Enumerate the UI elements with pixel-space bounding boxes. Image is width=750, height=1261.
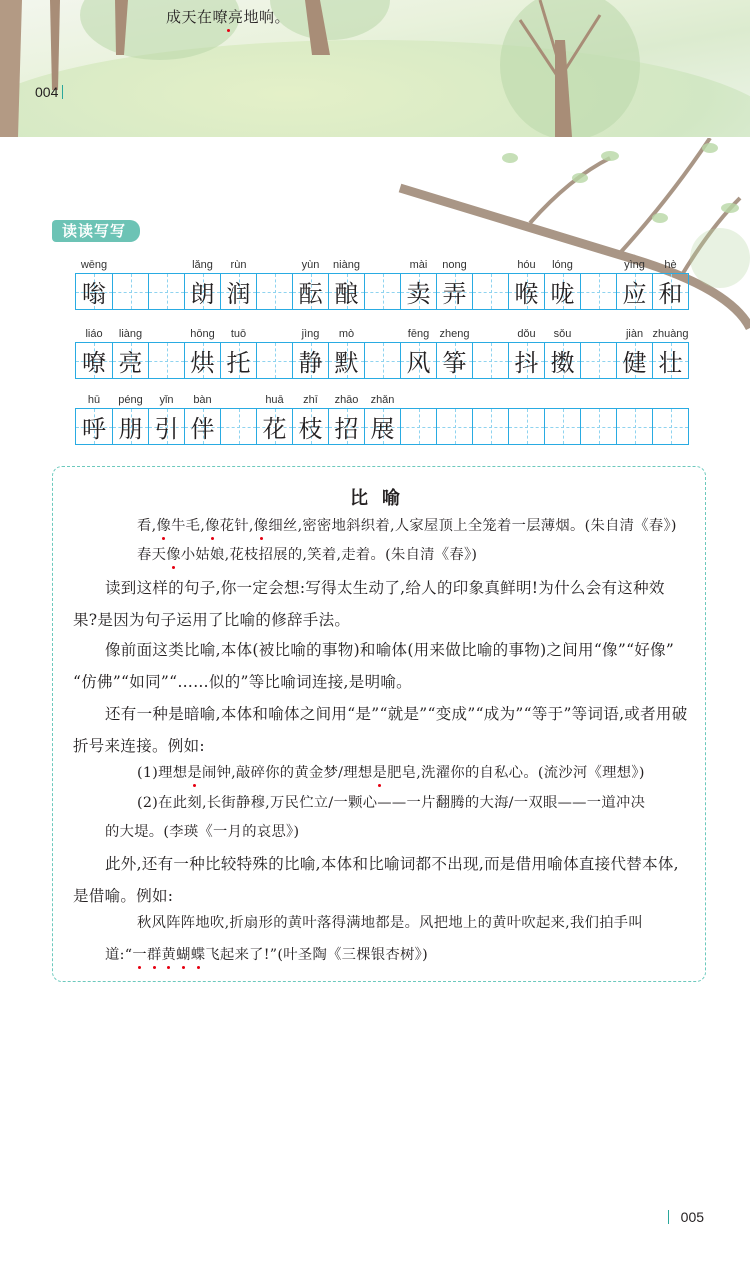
grid-cell <box>544 328 580 378</box>
text-segment: 花针, <box>219 518 254 534</box>
grid-cell <box>292 328 328 378</box>
paragraph-line <box>105 576 665 598</box>
emphasized-text: 像 <box>253 518 269 534</box>
pinyin: lǎng <box>192 259 213 271</box>
example-line <box>137 792 645 812</box>
grid-cell <box>616 409 652 444</box>
grid-cell <box>220 328 256 378</box>
hanzi: 健 <box>622 349 647 377</box>
pinyin: yùn <box>301 259 320 271</box>
page-number-left <box>35 84 63 100</box>
fragment-text: 地响。 <box>243 8 291 26</box>
hanzi <box>257 343 292 378</box>
pinyin: rùn <box>230 259 247 271</box>
text-segment: 折号来连接。例如: <box>73 737 205 755</box>
page-number-text: 005 <box>680 1209 705 1225</box>
hanzi: 伴 <box>190 415 215 443</box>
hanzi: 花 <box>262 415 287 443</box>
grid-cell <box>256 274 292 309</box>
story-fragment <box>166 6 290 27</box>
text-segment: 还有一种是暗喻,本体和喻体之间用“是”“就是”“变成”“成为”“等于”等词语,或者用破 <box>105 705 688 723</box>
text-segment: 看, <box>137 518 157 534</box>
hanzi: 筝 <box>442 349 467 377</box>
emphasized-text: 蝶 <box>190 947 206 963</box>
text-segment: 春天 <box>137 547 167 563</box>
grid-cell <box>112 328 148 378</box>
pinyin: jìng <box>301 328 320 340</box>
hanzi: 朗 <box>190 280 215 308</box>
emphasized-text: 是 <box>187 765 202 781</box>
pinyin: wēng <box>80 259 108 271</box>
emphasized-text: 黄 <box>161 947 177 963</box>
pinyin: hóu <box>517 259 536 271</box>
hanzi: 托 <box>226 349 251 377</box>
hanzi <box>473 409 508 444</box>
emphasized-text: 像 <box>156 518 172 534</box>
grid-cell <box>544 259 580 309</box>
grid-cell <box>400 259 436 309</box>
pinyin: mài <box>409 259 428 271</box>
pinyin: hōng <box>190 328 215 340</box>
grid-cell <box>580 409 616 444</box>
grid-cell <box>148 394 184 444</box>
paragraph-line <box>73 734 205 756</box>
grid-cell <box>652 259 688 309</box>
page-number-text: 004 <box>35 84 59 100</box>
pinyin: mò <box>338 328 355 340</box>
emphasized-text: 一 <box>132 947 147 963</box>
grid-cell <box>472 274 508 309</box>
hanzi: 枝 <box>298 415 323 443</box>
pinyin: liáo <box>85 328 103 340</box>
emphasized-text: 是 <box>372 765 388 781</box>
grid-row <box>75 259 689 310</box>
grid-cell <box>328 259 364 309</box>
hanzi <box>149 274 184 309</box>
example-line <box>137 912 643 932</box>
box-title: 比喻 <box>350 488 414 509</box>
hanzi <box>581 343 616 378</box>
pinyin: liàng <box>118 328 143 340</box>
grid-cell <box>76 394 112 444</box>
hanzi: 招 <box>334 415 359 443</box>
emphasized-text: 蝴 <box>176 947 191 963</box>
hanzi: 弄 <box>442 280 467 308</box>
hanzi: 卖 <box>406 280 431 308</box>
grid-cell <box>220 409 256 444</box>
grid-cell <box>220 259 256 309</box>
grid-cell <box>580 274 616 309</box>
grid-cell <box>184 328 220 378</box>
emphasized-text: 像 <box>166 547 181 563</box>
grid-cell <box>328 394 364 444</box>
text-segment: 秋风阵阵地吹,折扇形的黄叶落得满地都是。风把地上的黄叶吹起来,我们拍手叫 <box>137 915 643 931</box>
pinyin: jiàn <box>625 328 644 340</box>
pinyin: bàn <box>193 394 212 406</box>
text-segment: 小姑娘,花枝招展的,笑着,走着。(朱自清《春》) <box>180 547 478 563</box>
example-line <box>105 944 428 964</box>
grid-cell <box>436 259 472 309</box>
text-segment: 是借喻。例如: <box>73 887 174 905</box>
grid-cell <box>508 328 544 378</box>
paragraph-line <box>73 670 412 692</box>
text-segment: 道:“ <box>105 947 133 963</box>
hanzi: 引 <box>154 415 179 443</box>
example-line <box>137 515 677 535</box>
grid-cell <box>580 343 616 378</box>
grid-cell <box>436 328 472 378</box>
pinyin: zheng <box>439 328 470 340</box>
hanzi <box>617 409 652 444</box>
paragraph-line <box>73 608 350 630</box>
grid-cell <box>148 343 184 378</box>
pinyin: zhāo <box>334 394 359 406</box>
hanzi: 壮 <box>658 349 683 377</box>
text-segment: 读到这样的句子,你一定会想:写得太生动了,给人的印象真鲜明!为什么会有这种效 <box>105 579 665 597</box>
grid-cell <box>292 394 328 444</box>
grid-cell <box>76 259 112 309</box>
pinyin: yǐn <box>159 394 174 406</box>
grid-cell <box>400 409 436 444</box>
hanzi: 擞 <box>550 349 575 377</box>
grid-cell <box>184 394 220 444</box>
text-segment: 肥皂,洗濯你的自私心。(流沙河《理想》) <box>387 765 645 781</box>
text-segment: 果?是因为句子运用了比喻的修辞手法。 <box>73 611 351 629</box>
hanzi <box>473 343 508 378</box>
hanzi: 亮 <box>118 349 143 377</box>
grid-cell <box>508 259 544 309</box>
grid-cell <box>616 259 652 309</box>
page-number-right <box>668 1209 704 1225</box>
hanzi: 咙 <box>550 280 575 308</box>
pinyin: dǒu <box>517 328 536 340</box>
hanzi: 风 <box>406 349 431 377</box>
page-divider <box>668 1210 669 1224</box>
grid-row <box>75 328 689 379</box>
header-illustration <box>0 0 750 137</box>
pinyin: sǒu <box>553 328 572 340</box>
pinyin: lóng <box>552 259 573 271</box>
grid-cell <box>436 409 472 444</box>
example-line <box>137 544 477 564</box>
pinyin: niàng <box>333 259 360 271</box>
paragraph-line <box>105 852 679 874</box>
fragment-emphasis: 嘹亮 <box>212 8 244 26</box>
emphasized-text: 像 <box>205 518 220 534</box>
pinyin: tuō <box>230 328 247 340</box>
hanzi <box>257 274 292 309</box>
grid-cell <box>652 328 689 378</box>
hanzi <box>473 274 508 309</box>
hanzi: 酿 <box>334 280 359 308</box>
text-segment: 此外,还有一种比较特殊的比喻,本体和比喻词都不出现,而是借用喻体直接代替本体, <box>105 855 679 873</box>
paragraph-line <box>73 884 173 906</box>
hanzi: 喉 <box>514 280 539 308</box>
hanzi: 呼 <box>82 415 106 443</box>
pinyin: huā <box>265 394 284 406</box>
hanzi: 润 <box>226 280 251 308</box>
hanzi: 应 <box>622 280 647 308</box>
pinyin: fēng <box>407 328 430 340</box>
emphasized-text: 群 <box>146 947 162 963</box>
hanzi <box>545 409 580 444</box>
grid-cell <box>472 343 508 378</box>
grid-cell <box>112 274 148 309</box>
grid-row <box>75 394 689 445</box>
pinyin: yìng <box>624 259 645 271</box>
paragraph-line <box>105 702 688 724</box>
trees-drawing <box>0 0 750 137</box>
hanzi <box>221 409 256 444</box>
pinyin: hū <box>87 394 101 406</box>
hanzi <box>365 343 400 378</box>
grid-cell <box>616 328 652 378</box>
hanzi <box>653 409 688 444</box>
example-line <box>137 762 645 782</box>
grid-cell <box>544 409 580 444</box>
hanzi: 展 <box>370 415 395 443</box>
hanzi: 嗡 <box>82 280 106 308</box>
hanzi <box>149 343 184 378</box>
grid-cell <box>328 328 364 378</box>
hanzi: 朋 <box>118 415 143 443</box>
text-segment: 牛毛, <box>171 518 206 534</box>
grid-cell <box>364 394 400 444</box>
grid-cell <box>256 394 292 444</box>
grid-cell <box>364 274 400 309</box>
hanzi <box>437 409 472 444</box>
text-segment: 细丝,密密地斜织着,人家屋顶上全笼着一层薄烟。(朱自清《春》) <box>268 518 677 534</box>
grid-cell <box>76 328 112 378</box>
section-badge: 读读写写 <box>52 220 140 242</box>
grid-cell <box>148 274 184 309</box>
text-segment: 飞起来了!”(叶圣陶《三棵银杏树》) <box>205 947 428 963</box>
grid-cell <box>256 343 292 378</box>
hanzi <box>509 409 544 444</box>
pinyin: nong <box>442 259 467 271</box>
text-segment: 的大堤。(李瑛《一月的哀思》) <box>105 824 300 840</box>
pinyin: hè <box>664 259 677 271</box>
fragment-text: 成天在 <box>166 8 213 26</box>
grid-cell <box>112 394 148 444</box>
text-segment: (2)在此刻,长街静穆,万民伫立/一颗心——一片翻腾的大海/一双眼——一道冲决 <box>137 795 646 811</box>
grid-cell <box>364 343 400 378</box>
grid-cell <box>292 259 328 309</box>
grid-cell <box>400 328 436 378</box>
pinyin: zhuàng <box>652 328 689 340</box>
grid-cell <box>652 409 688 444</box>
hanzi <box>365 274 400 309</box>
grid-cell <box>472 409 508 444</box>
hanzi <box>581 409 616 444</box>
hanzi <box>113 274 148 309</box>
hanzi: 烘 <box>190 349 215 377</box>
pinyin: zhǎn <box>370 394 395 406</box>
paragraph-line <box>105 638 674 660</box>
grid-cell <box>508 409 544 444</box>
text-segment: 像前面这类比喻,本体(被比喻的事物)和喻体(用来做比喻的事物)之间用“像”“好像” <box>105 641 675 659</box>
grid-cell <box>184 259 220 309</box>
hanzi: 静 <box>298 349 323 377</box>
example-line <box>105 821 299 841</box>
hanzi <box>401 409 436 444</box>
text-segment: “仿佛”“如同”“……似的”等比喻词连接,是明喻。 <box>73 673 412 691</box>
text-segment: 闹钟,敲碎你的黄金梦/理想 <box>201 765 373 781</box>
pinyin: péng <box>118 394 143 406</box>
page-divider <box>62 85 63 99</box>
hanzi: 和 <box>658 280 683 308</box>
text-segment: (1)理想 <box>137 765 188 781</box>
hanzi: 默 <box>334 349 359 377</box>
pinyin: zhī <box>303 394 318 406</box>
hanzi <box>581 274 616 309</box>
hanzi: 抖 <box>514 349 539 377</box>
hanzi: 嘹 <box>82 349 106 377</box>
hanzi: 酝 <box>298 280 323 308</box>
